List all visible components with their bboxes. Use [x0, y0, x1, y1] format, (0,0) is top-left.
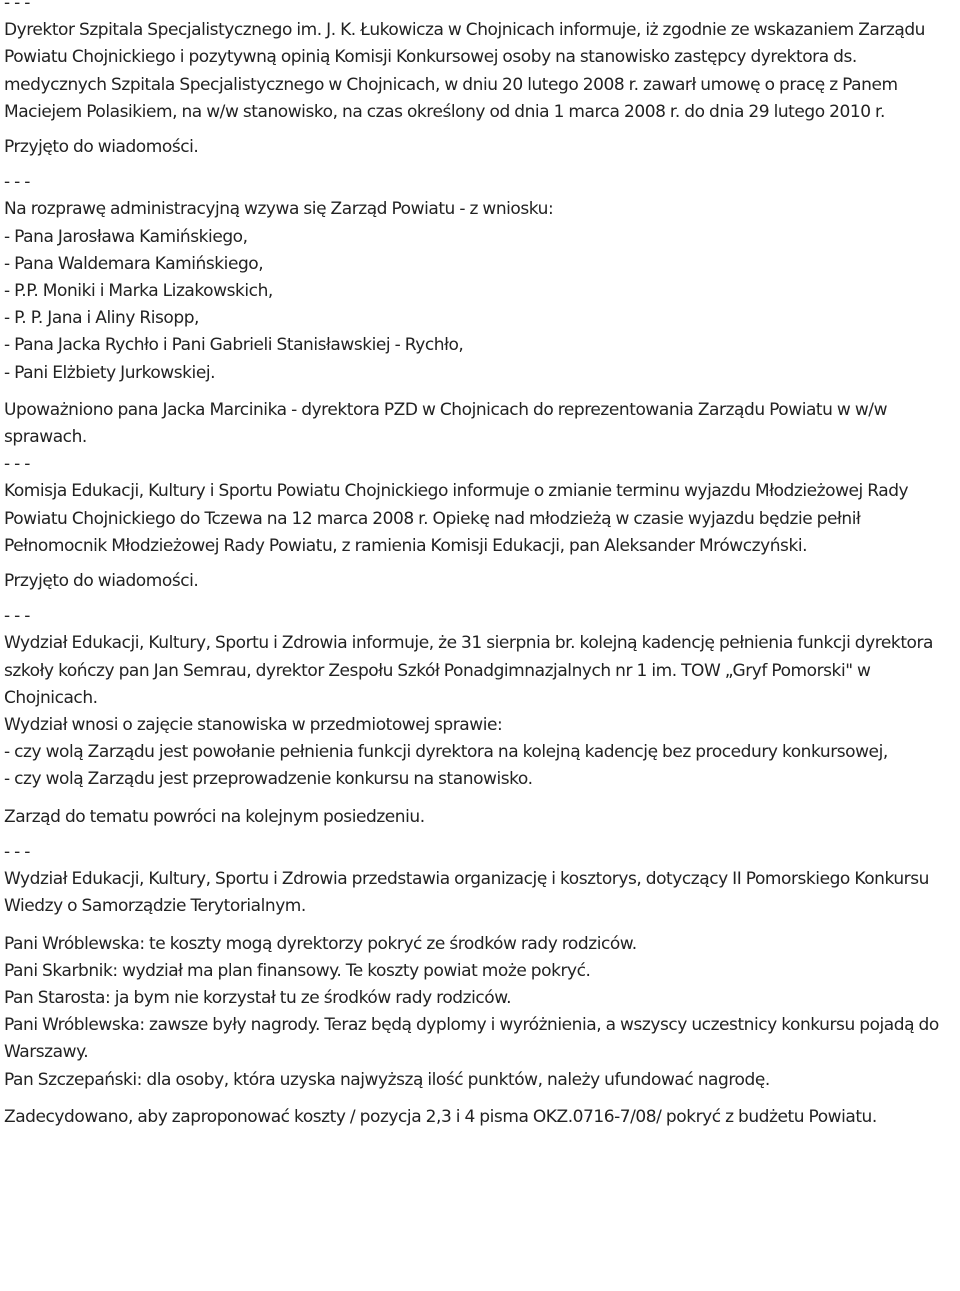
discussion-line: Pan Starosta: ja bym nie korzystał tu ze środków rady rodziców. [4, 987, 512, 1008]
board-decision: Zarząd do tematu powróci na kolejnym posiedzeniu. [4, 806, 425, 827]
discussion-line: Pani Wróblewska: zawsze były nagrody. Teraz będą dyplomy i wyróżnienia, a wszyscy uczestnicy konkursu pojadą do Warszawy. [4, 1015, 939, 1063]
final-decision: Zadecydowano, aby zaproponować koszty / pozycja 2,3 i 4 pisma OKZ.0716-7/08/ pokryć z budżetu Powiatu. [4, 1106, 877, 1127]
option-item: - czy wolą Zarządu jest powołanie pełnienia funkcji dyrektora na kolejną kadencję bez procedury konkursowej, [4, 742, 888, 763]
department-announcement: Wydział Edukacji, Kultury, Sportu i Zdrowia informuje, że 31 sierpnia br. kolejną kadencję pełnienia funkcji dyrektora szkoły kończy pan Jan Semrau, dyrektor Zespołu Szkół Ponadgimnazjalnych nr 1 im. TOW „Gryf Pomorski" w Chojnicach. [4, 633, 933, 708]
option-item: - czy wolą Zarządu jest przeprowadzenie konkursu na stanowisko. [4, 769, 533, 790]
summoned-party: - Pana Jacka Rychło i Pani Gabrieli Stanisławskiej - Rychło, [4, 335, 464, 356]
hospital-announcement: Dyrektor Szpitala Specjalistycznego im. J. K. Łukowicza w Chojnicach informuje, iż zgodnie ze wskazaniem Zarządu Powiatu Chojnickiego i pozytywną opinią Komisji Konkursowej osoby na stanowisko zastępcy dyrektora ds. medycznych Szpitala Specjalistycznego w Chojnicach, w dniu 20 lutego 2008 r. zawarł umowę o pracę z Panem Maciejem Polasikiem, na w/w stanowisko, na czas określony od dnia 1 marca 2008 r. do dnia 29 lutego 2010 r. [4, 20, 926, 122]
authorization-paragraph: Upoważniono pana Jacka Marcinika - dyrektora PZD w Chojnicach do reprezentowania Zarządu Powiatu w w/w sprawach. [4, 399, 888, 448]
separator: - - - [4, 172, 30, 193]
summoned-party: - Pana Waldemara Kamińskiego, [4, 253, 264, 274]
summoned-party: - Pani Elżbiety Jurkowskiej. [4, 362, 216, 383]
document-body [4, 0, 958, 1131]
summoned-party: - P.P. Moniki i Marka Lizakowskich, [4, 281, 273, 302]
discussion-line: Pan Szczepański: dla osoby, która uzyska najwyższą ilość punktów, należy ufundować nagrodę. [4, 1069, 770, 1090]
summoned-party: - Pana Jarosława Kamińskiego, [4, 226, 248, 247]
discussion-line: Pani Skarbnik: wydział ma plan finansowy. Te koszty powiat może pokryć. [4, 960, 591, 981]
discussion-line: Pani Wróblewska: te koszty mogą dyrektorzy pokryć ze środków rady rodziców. [4, 933, 637, 954]
competition-proposal: Wydział Edukacji, Kultury, Sportu i Zdrowia przedstawia organizację i kosztorys, dotyczący II Pomorskiego Konkursu Wiedzy o Samorządzie Terytorialnym. [4, 869, 929, 917]
noted-statement: Przyjęto do wiadomości. [4, 571, 199, 592]
separator: - - - [4, 841, 30, 862]
separator-top: - - - [4, 0, 30, 13]
hearing-intro: Na rozprawę administracyjną wzywa się Zarząd Powiatu - z wniosku: [4, 199, 554, 220]
separator: - - - [4, 454, 30, 475]
department-request: Wydział wnosi o zajęcie stanowiska w przedmiotowej sprawie: [4, 715, 503, 736]
separator: - - - [4, 606, 30, 627]
noted-statement: Przyjęto do wiadomości. [4, 137, 199, 158]
summoned-party: - P. P. Jana i Aliny Risopp, [4, 308, 200, 329]
commission-announcement: Komisja Edukacji, Kultury i Sportu Powiatu Chojnickiego informuje o zmianie terminu wyjazdu Młodzieżowej Rady Powiatu Chojnickiego do Tczewa na 12 marca 2008 r. Opiekę nad młodzieżą w czasie wyjazdu będzie pełnił Pełnomocnik Młodzieżowej Rady Powiatu, z ramienia Komisji Edukacji, pan Aleksander Mrówczyński. [4, 481, 909, 556]
